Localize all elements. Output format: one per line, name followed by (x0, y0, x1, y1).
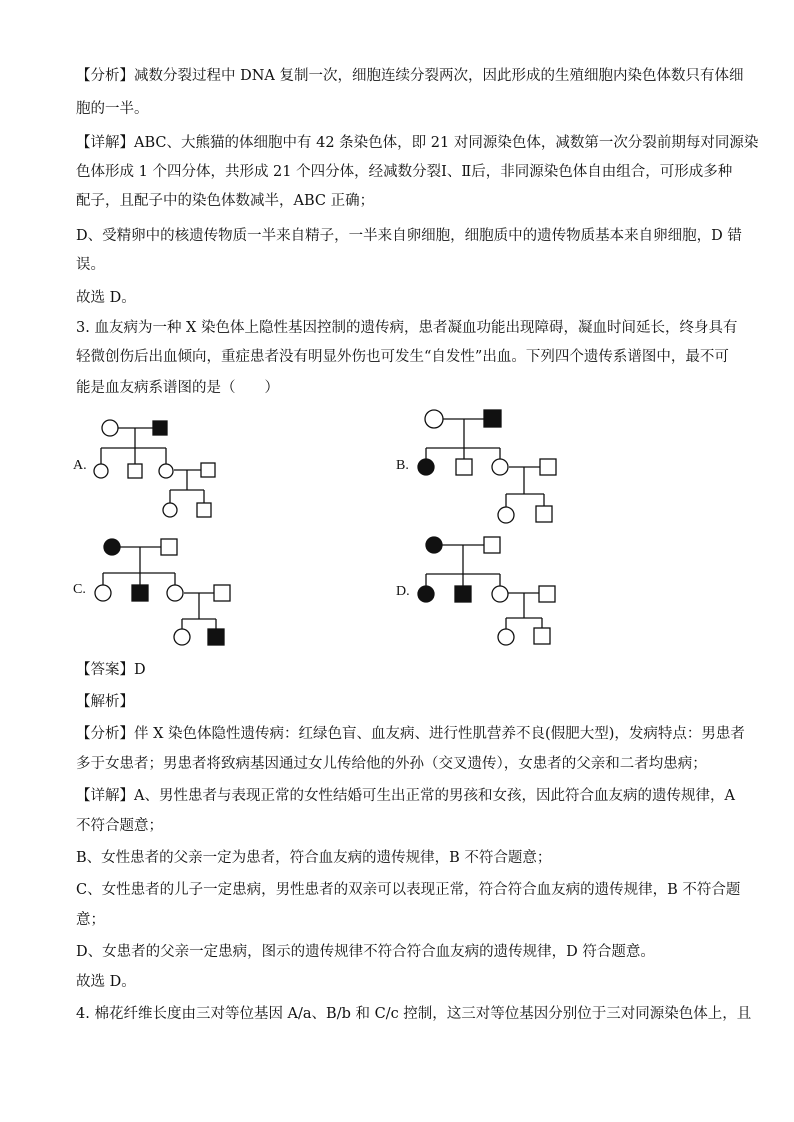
male-unaffected (128, 464, 142, 478)
male-unaffected (201, 463, 215, 477)
option-c-label: C. (73, 582, 86, 597)
answer-detail-line-5: 意； (76, 912, 105, 928)
detail-line-4: D、受精卵中的核遗传物质一半来自精子，一半来自卵细胞，细胞质中的遗传物质基本来自卵细胞，D 错 (76, 228, 742, 244)
answer: 【答案】D (76, 662, 146, 678)
male-affected (455, 586, 471, 602)
question3-line-3: 能是血友病系谱图的是（ ） (76, 380, 279, 396)
male-unaffected (197, 503, 211, 517)
female-unaffected (159, 464, 173, 478)
option-a-label: A. (73, 458, 87, 473)
answer-detail-line-4: C、女性患者的儿子一定患病，男性患者的双亲可以表现正常，符合符合血友病的遗传规律，B 不符合题 (76, 882, 741, 898)
female-unaffected (174, 629, 190, 645)
detail-line-5: 误。 (76, 257, 105, 273)
male-unaffected (540, 459, 556, 475)
female-affected (418, 459, 434, 475)
answer-conclusion: 故选 D。 (76, 974, 136, 990)
male-unaffected (456, 459, 472, 475)
male-affected (132, 585, 148, 601)
detail-line-3: 配子，且配子中的染色体数减半，ABC 正确； (76, 193, 375, 209)
female-unaffected (167, 585, 183, 601)
male-unaffected (214, 585, 230, 601)
pedigree-a (90, 412, 230, 524)
female-unaffected (94, 464, 108, 478)
answer-detail-line-1: 【详解】A、男性患者与表现正常的女性结婚可生出正常的男孩和女孩，因此符合血友病的遗传规律，A (76, 788, 735, 804)
female-unaffected (95, 585, 111, 601)
question3-line-2: 轻微创伤后出血倾向，重症患者没有明显外伤也可发生“自发性”出血。下列四个遗传系谱图中，最不可 (76, 349, 729, 365)
answer-detail-line-6: D、女患者的父亲一定患病，图示的遗传规律不符合符合血友病的遗传规律，D 符合题意。 (76, 944, 655, 960)
female-unaffected (163, 503, 177, 517)
male-unaffected (484, 537, 500, 553)
female-affected (104, 539, 120, 555)
option-d-label: D. (396, 584, 410, 599)
male-unaffected (536, 506, 552, 522)
male-affected (484, 410, 501, 427)
question4-line-1: 4. 棉花纤维长度由三对等位基因 A/a、B/b 和 C/c 控制，这三对等位基因分别位于三对同源染色体上，且 (76, 1006, 752, 1022)
female-affected (418, 586, 434, 602)
analysis-line-1: 【分析】减数分裂过程中 DNA 复制一次，细胞连续分裂两次，因此形成的生殖细胞内染色体数只有体细 (76, 68, 744, 84)
female-unaffected (492, 459, 508, 475)
pedigree-b (412, 402, 572, 532)
answer-analysis-line-2: 多于女患者；男患者将致病基因通过女儿传给他的外孙（交叉遗传），女患者的父亲和二者均患病； (76, 756, 707, 772)
question3-line-1: 3. 血友病为一种 X 染色体上隐性基因控制的遗传病，患者凝血功能出现障碍，凝血时间延长，终身具有 (76, 320, 738, 336)
pedigree-d (412, 530, 562, 650)
detail-conclusion: 故选 D。 (76, 290, 136, 306)
female-affected (426, 537, 442, 553)
answer-analysis-line-1: 【分析】伴 X 染色体隐性遗传病：红绿色盲、血友病、进行性肌营养不良(假肥大型)，发病特点：男患者 (76, 726, 745, 742)
answer-detail-line-2: 不符合题意； (76, 818, 163, 834)
female-unaffected (425, 410, 443, 428)
male-affected (153, 421, 167, 435)
male-unaffected (161, 539, 177, 555)
pedigree-c (90, 533, 240, 651)
detail-line-2: 色体形成 1 个四分体，共形成 21 个四分体，经减数分裂Ⅰ、Ⅱ后，非同源染色体自由组合，可形成多种 (76, 164, 733, 180)
male-unaffected (539, 586, 555, 602)
female-unaffected (498, 507, 514, 523)
female-unaffected (102, 420, 118, 436)
male-affected (208, 629, 224, 645)
male-unaffected (534, 628, 550, 644)
answer-detail-line-3: B、女性患者的父亲一定为患者，符合血友病的遗传规律，B 不符合题意； (76, 850, 552, 866)
female-unaffected (492, 586, 508, 602)
female-unaffected (498, 629, 514, 645)
analysis-line-2: 胞的一半。 (76, 101, 149, 117)
detail-line-1: 【详解】ABC、大熊猫的体细胞中有 42 条染色体，即 21 对同源染色体，减数第一次分裂前期每对同源染 (76, 135, 759, 151)
option-b-label: B. (396, 458, 409, 473)
explanation-title: 【解析】 (76, 694, 134, 710)
